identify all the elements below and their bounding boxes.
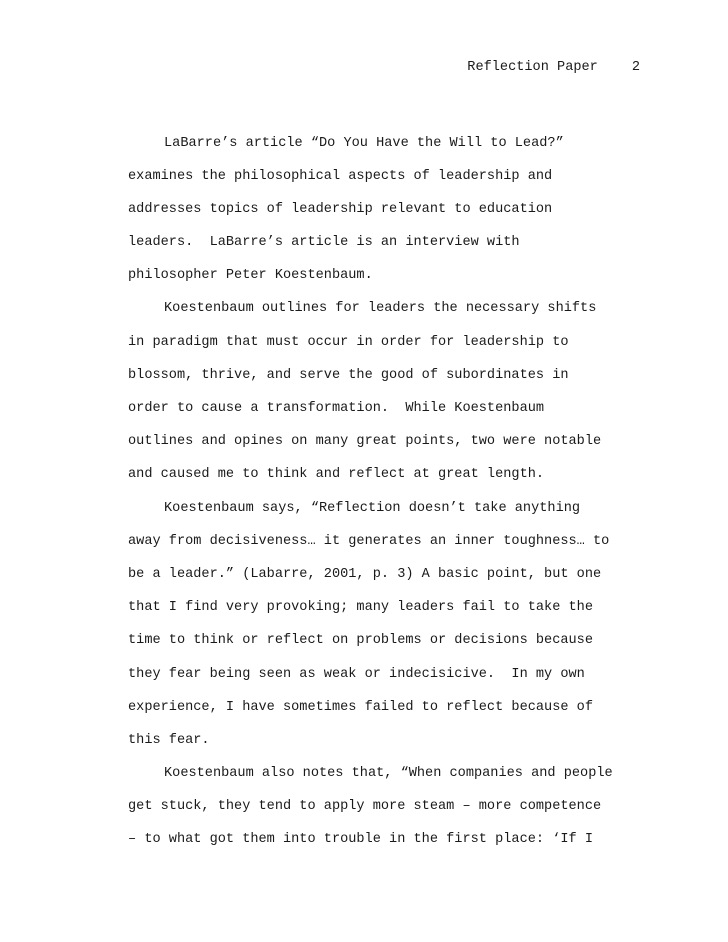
text-line: be a leader.” (Labarre, 2001, p. 3) A basic point, but one	[128, 566, 602, 582]
running-head	[467, 60, 640, 76]
text-line: examines the philosophical aspects of leadership and	[128, 168, 553, 184]
text-line: blossom, thrive, and serve the good of subordinates in	[128, 367, 569, 383]
text-line: get stuck, they tend to apply more steam – more competence	[128, 799, 602, 815]
text-line: time to think or reflect on problems or decisions because	[128, 633, 593, 649]
text-line: – to what got them into trouble in the first place: ‘If I	[128, 832, 593, 848]
text-line: Koestenbaum also notes that, “When companies and people	[164, 766, 613, 782]
text-line: this fear.	[128, 732, 210, 748]
body-text	[128, 134, 648, 864]
text-line: addresses topics of leadership relevant to education	[128, 201, 553, 217]
text-line: Koestenbaum says, “Reflection doesn’t take anything	[164, 500, 581, 516]
text-line: philosopher Peter Koestenbaum.	[128, 268, 373, 284]
text-line: and caused me to think and reflect at great length.	[128, 467, 545, 483]
text-line: LaBarre’s article “Do You Have the Will to Lead?”	[164, 135, 564, 151]
text-line: Koestenbaum outlines for leaders the necessary shifts	[164, 301, 597, 317]
running-head-title: Reflection Paper	[467, 60, 598, 75]
text-line: away from decisiveness… it generates an inner toughness… to	[128, 533, 610, 549]
text-line: outlines and opines on many great points, two were notable	[128, 434, 602, 450]
text-line: experience, I have sometimes failed to reflect because of	[128, 699, 593, 715]
text-line: they fear being seen as weak or indecisicive. In my own	[128, 666, 585, 682]
text-line: in paradigm that must occur in order for leadership to	[128, 334, 569, 350]
text-line: order to cause a transformation. While Koestenbaum	[128, 401, 545, 416]
text-line: leaders. LaBarre’s article is an interview with	[128, 235, 520, 251]
page-number: 2	[631, 60, 640, 75]
text-line: that I find very provoking; many leaders fail to take the	[128, 600, 593, 616]
